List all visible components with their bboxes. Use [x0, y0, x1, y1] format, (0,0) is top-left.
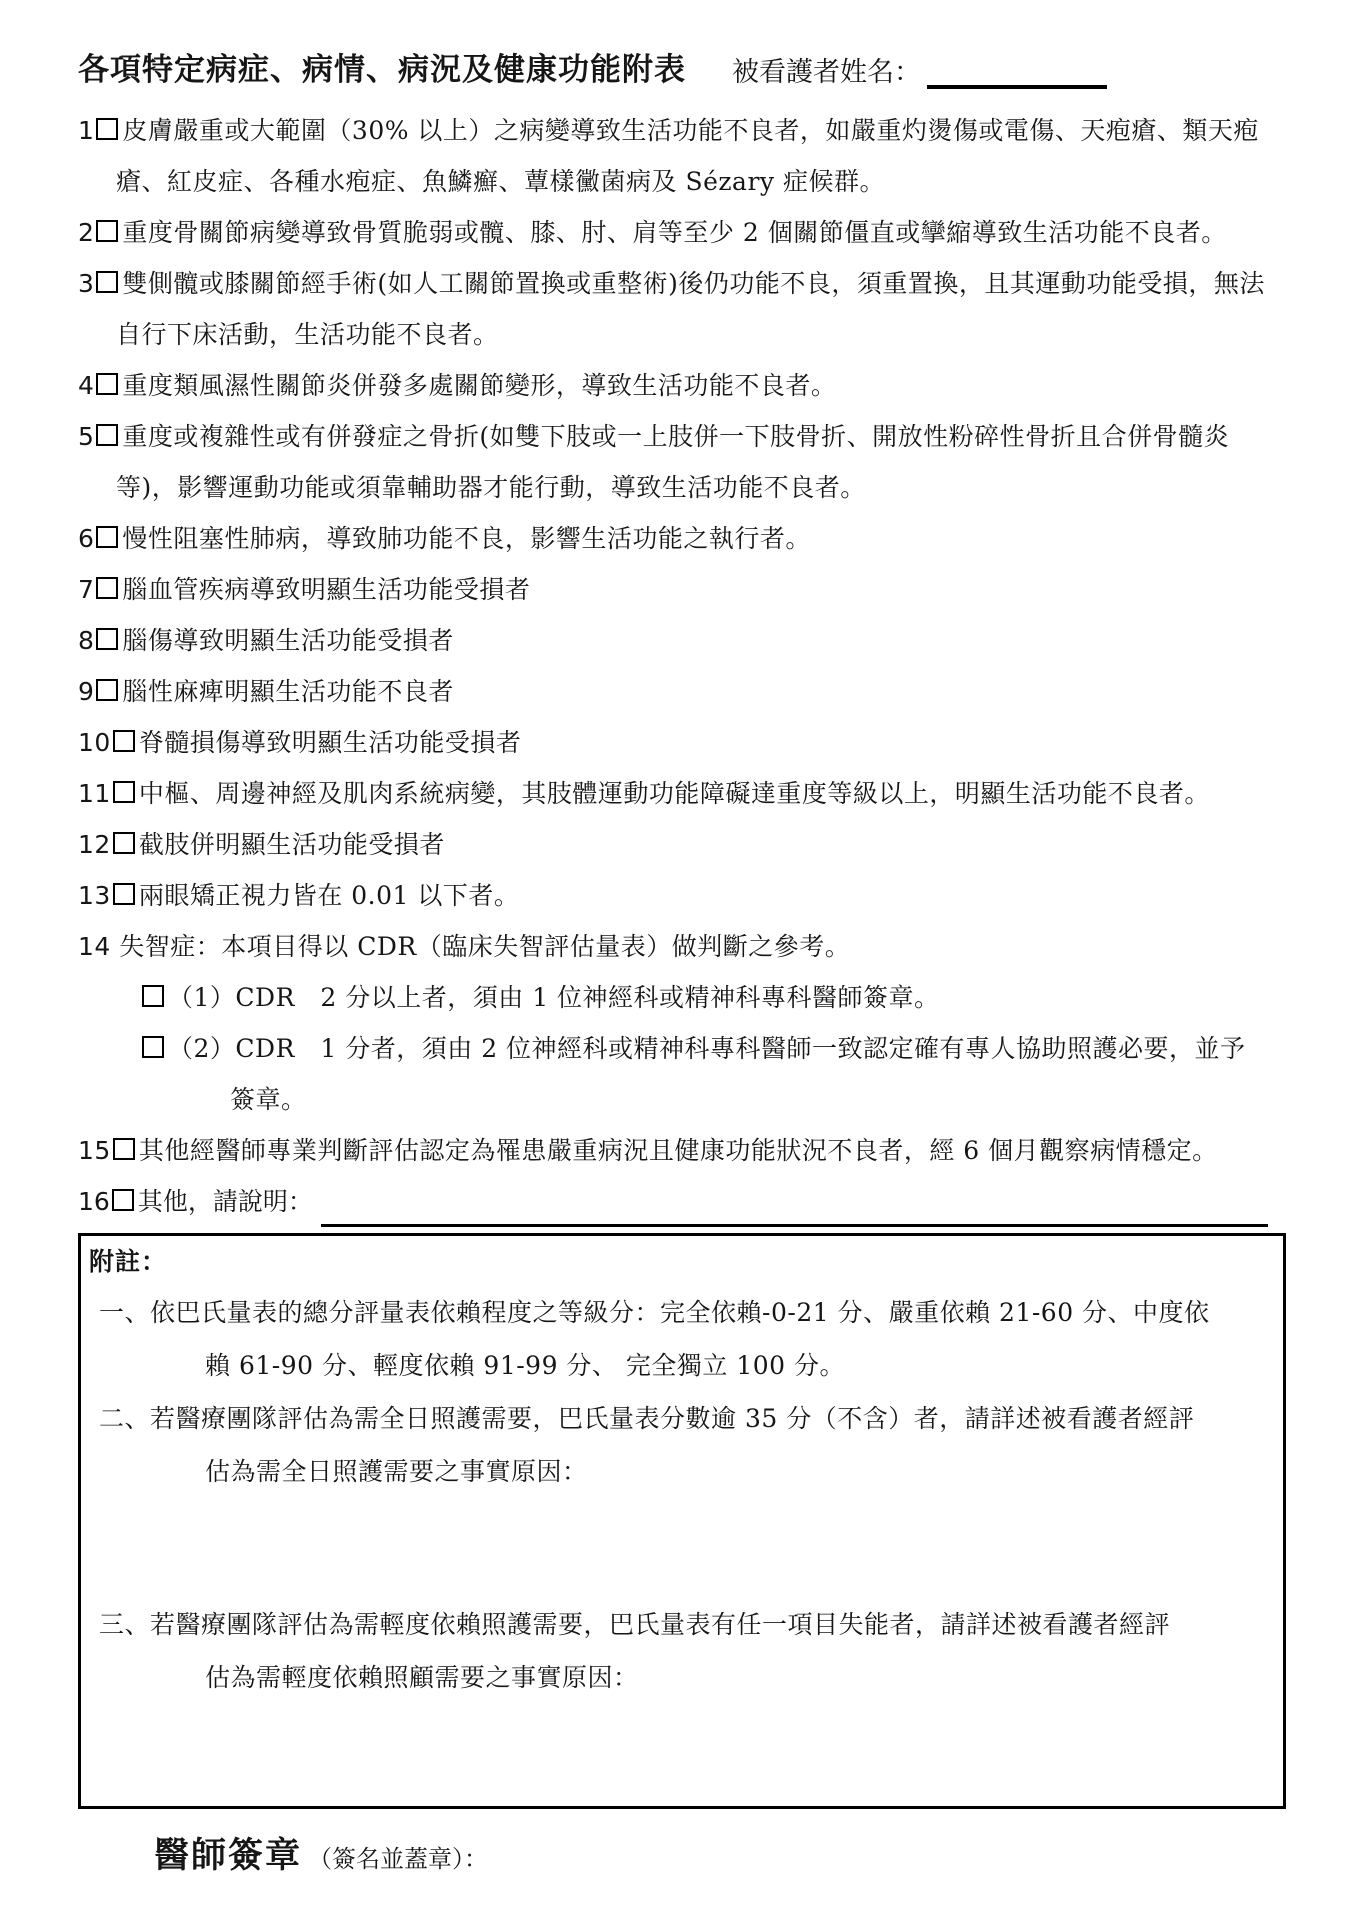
note-2 — [89, 1392, 1273, 1498]
item-5-text: 重度或複雜性或有併發症之骨折(如雙下肢或一上肢併一下肢骨折、開放性粉碎性骨折且合併骨髓炎等)，影響運動功能或須靠輔助器才能行動，導致生活功能不良者。 — [116, 422, 1230, 502]
item-16-number: 16 — [78, 1187, 110, 1216]
item-14 — [78, 921, 1288, 972]
item-2-number: 2 — [78, 218, 95, 247]
note-3-label: 三、 — [99, 1610, 151, 1639]
item-10-checkbox[interactable] — [113, 730, 135, 752]
item-15 — [78, 1125, 1288, 1176]
item-10-text: 脊髓損傷導致明顯生活功能受損者 — [138, 728, 522, 757]
note-2-line2: 估為需全日照護需要之事實原因： — [205, 1457, 588, 1486]
item-3 — [78, 258, 1288, 360]
note-1 — [89, 1286, 1273, 1392]
item-14-text: 失智症：本項目得以 CDR（臨床失智評估量表）做判斷之參考。 — [119, 932, 851, 961]
note-1-label: 一、 — [99, 1298, 151, 1327]
item-10 — [78, 717, 1288, 768]
item-9-checkbox[interactable] — [96, 679, 118, 701]
item-3-text: 雙側髖或膝關節經手術(如人工關節置換或重整術)後仍功能不良，須重置換，且其運動功能受損，無法自行下床活動，生活功能不良者。 — [116, 269, 1265, 349]
item-6-text: 慢性阻塞性肺病，導致肺功能不良，影響生活功能之執行者。 — [122, 524, 811, 553]
item-13-text: 兩眼矯正視力皆在 0.01 以下者。 — [138, 881, 520, 910]
item-15-checkbox[interactable] — [113, 1138, 135, 1160]
item-15-text: 其他經醫師專業判斷評估認定為罹患嚴重病況且健康功能狀況不良者，經 6 個月觀察病情穩定。 — [138, 1136, 1218, 1165]
item-8 — [78, 615, 1288, 666]
item-2-checkbox[interactable] — [96, 220, 118, 242]
item-11-checkbox[interactable] — [113, 781, 135, 803]
item-12-number: 12 — [78, 830, 111, 859]
item-1-text: 皮膚嚴重或大範圍（30% 以上）之病變導致生活功能不良者，如嚴重灼燙傷或電傷、天疱瘡、類天疱瘡、紅皮症、各種水疱症、魚鱗癬、蕈樣黴菌病及 Sézary 症候群。 — [116, 116, 1259, 196]
item-12-text: 截肢併明顯生活功能受損者 — [138, 830, 445, 859]
notes-box — [78, 1233, 1286, 1809]
item-5-checkbox[interactable] — [96, 424, 118, 446]
item-14-sub-2-text: （2）CDR 1 分者，須由 2 位神經科或精神科專科醫師一致認定確有專人協助照護必要，並予 — [168, 1034, 1246, 1063]
item-14-sub-2 — [140, 1023, 1288, 1074]
item-12-checkbox[interactable] — [113, 832, 135, 854]
item-9-text: 腦性麻痺明顯生活功能不良者 — [122, 677, 454, 706]
item-16-explanation-field[interactable] — [321, 1184, 1268, 1227]
item-4-checkbox[interactable] — [96, 373, 118, 395]
item-9 — [78, 666, 1288, 717]
item-14-sub-2-continuation: 簽章。 — [230, 1085, 307, 1114]
item-2 — [78, 207, 1288, 258]
item-8-number: 8 — [78, 626, 95, 655]
light-dependence-reason-area[interactable] — [89, 1704, 1273, 1804]
item-4 — [78, 360, 1288, 411]
item-5 — [78, 411, 1288, 513]
item-4-number: 4 — [78, 371, 95, 400]
item-7-text: 腦血管疾病導致明顯生活功能受損者 — [122, 575, 531, 604]
item-11-text: 中樞、周邊神經及肌肉系統病變，其肢體運動功能障礙達重度等級以上，明顯生活功能不良者。 — [138, 779, 1210, 808]
fulltime-care-reason-area[interactable] — [89, 1498, 1273, 1598]
item-1 — [78, 105, 1288, 207]
item-2-text: 重度骨關節病變導致骨質脆弱或髖、膝、肘、肩等至少 2 個關節僵直或攣縮導致生活功能不良者。 — [122, 218, 1227, 247]
caretaker-name-label: 被看護者姓名： — [732, 57, 921, 88]
item-8-text: 腦傷導致明顯生活功能受損者 — [122, 626, 454, 655]
item-13-number: 13 — [78, 881, 111, 910]
item-16-checkbox[interactable] — [112, 1189, 134, 1211]
item-3-checkbox[interactable] — [96, 271, 118, 293]
item-12 — [78, 819, 1288, 870]
note-3-line1: 若醫療團隊評估為需輕度依賴照護需要，巴氏量表有任一項目失能者，請詳述被看護者經評 — [150, 1610, 1171, 1639]
item-14-sub-1 — [140, 972, 1288, 1023]
item-6 — [78, 513, 1288, 564]
item-16-text: 其他，請說明： — [137, 1187, 313, 1216]
item-7-number: 7 — [78, 575, 95, 604]
item-14-sub-1-checkbox[interactable] — [142, 985, 164, 1007]
item-10-number: 10 — [78, 728, 111, 757]
physician-signature-field[interactable] — [488, 1827, 788, 1867]
item-6-checkbox[interactable] — [96, 526, 118, 548]
item-11 — [78, 768, 1288, 819]
item-7 — [78, 564, 1288, 615]
item-15-number: 15 — [78, 1136, 111, 1165]
notes-title: 附註： — [89, 1247, 168, 1276]
physician-signature-label: 醫師簽章 — [154, 1835, 303, 1876]
item-4-text: 重度類風濕性關節炎併發多處關節變形，導致生活功能不良者。 — [122, 371, 837, 400]
note-1-line1: 依巴氏量表的總分評量表依賴程度之等級分：完全依賴-0-21 分、嚴重依賴 21-60 分、中度依 — [150, 1298, 1210, 1327]
item-9-number: 9 — [78, 677, 95, 706]
condition-list — [78, 105, 1288, 1227]
item-14-sub-2-checkbox[interactable] — [142, 1036, 164, 1058]
page-title: 各項特定病症、病情、病況及健康功能附表 — [78, 52, 686, 88]
item-1-checkbox[interactable] — [96, 118, 118, 140]
item-8-checkbox[interactable] — [96, 628, 118, 650]
item-13-checkbox[interactable] — [113, 883, 135, 905]
item-3-number: 3 — [78, 269, 95, 298]
item-11-number: 11 — [78, 779, 111, 808]
physician-signature-note: （簽名並蓋章）： — [308, 1845, 489, 1873]
caretaker-name-field[interactable] — [927, 49, 1107, 89]
note-3 — [89, 1598, 1273, 1704]
item-14-number: 14 — [78, 932, 111, 961]
item-6-number: 6 — [78, 524, 95, 553]
form-header — [78, 44, 1288, 89]
item-1-number: 1 — [78, 116, 95, 145]
item-16 — [78, 1176, 1288, 1227]
note-2-label: 二、 — [99, 1404, 151, 1433]
note-2-line1: 若醫療團隊評估為需全日照護需要，巴氏量表分數逾 35 分（不含）者，請詳述被看護者經評 — [150, 1404, 1195, 1433]
item-5-number: 5 — [78, 422, 95, 451]
item-13 — [78, 870, 1288, 921]
note-3-line2: 估為需輕度依賴照顧需要之事實原因： — [205, 1663, 639, 1692]
item-7-checkbox[interactable] — [96, 577, 118, 599]
note-1-line2: 賴 61-90 分、輕度依賴 91-99 分、 完全獨立 100 分。 — [205, 1351, 845, 1380]
item-14-sub-1-text: （1）CDR 2 分以上者，須由 1 位神經科或精神科專科醫師簽章。 — [168, 983, 940, 1012]
form-footer — [154, 1827, 1288, 1878]
